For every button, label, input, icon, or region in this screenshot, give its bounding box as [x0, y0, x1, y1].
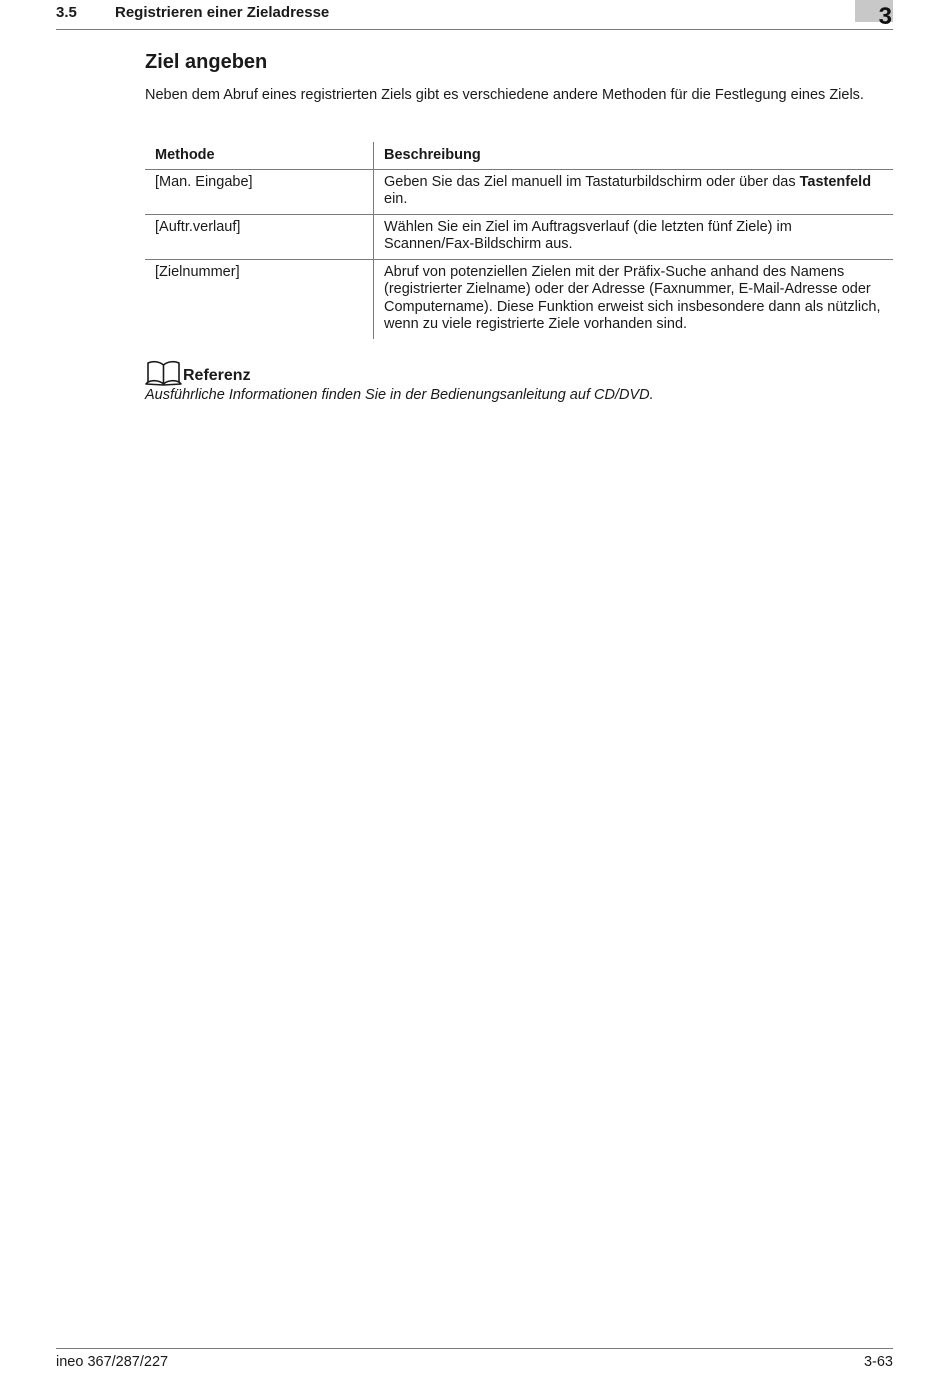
table-header-row [145, 142, 893, 169]
header-section-number: 3.5 [56, 4, 77, 21]
methods-table [145, 142, 893, 339]
header-method: Methode [145, 142, 374, 169]
page-header [56, 0, 893, 30]
footer-product: ineo 367/287/227 [56, 1354, 169, 1370]
table-row [145, 214, 893, 259]
method-cell: [Man. Eingabe] [145, 169, 374, 214]
reference-title: Referenz [183, 367, 251, 384]
method-cell: [Auftr.verlauf] [145, 214, 374, 259]
description-cell: Abruf von potenziellen Zielen mit der Präfix-Suche anhand des Namens (registrierter Zielname) oder der Adresse (Faxnummer, E-Mail-Adresse oder Computername). Diese Funktion erweist sich insbesondere dann als nützlich, wenn zu viele registrierte Ziele vorhanden sind. [384, 263, 881, 332]
page-footer [56, 1348, 893, 1370]
description-cell [374, 169, 894, 214]
section-title: Ziel angeben [145, 51, 268, 73]
table-row [145, 169, 893, 214]
intro-paragraph: Neben dem Abruf eines registrierten Ziels gibt es verschiedene andere Methoden für die Festlegung eines Ziels. [145, 87, 864, 103]
reference-block [145, 356, 893, 405]
open-book-icon [145, 358, 182, 386]
table-row [145, 259, 893, 339]
chapter-tab [855, 0, 893, 30]
header-section-title: Registrieren einer Zieladresse [115, 4, 330, 21]
header-description: Beschreibung [384, 147, 481, 163]
reference-heading [145, 356, 893, 386]
description-cell: Wählen Sie ein Ziel im Auftragsverlauf (die letzten fünf Ziele) im Scannen/Fax-Bildschirm aus. [384, 218, 792, 252]
description-text: Geben Sie das Ziel manuell im Tastaturbildschirm oder über das [384, 173, 800, 190]
reference-text: Ausführliche Informationen finden Sie in der Bedienungsanleitung auf CD/DVD. [145, 387, 654, 403]
description-text: ein. [384, 191, 408, 207]
chapter-number: 3 [878, 3, 892, 30]
method-cell: [Zielnummer] [145, 259, 374, 339]
footer-page-number: 3-63 [863, 1354, 893, 1370]
description-bold-text: Tastenfeld [799, 173, 872, 190]
